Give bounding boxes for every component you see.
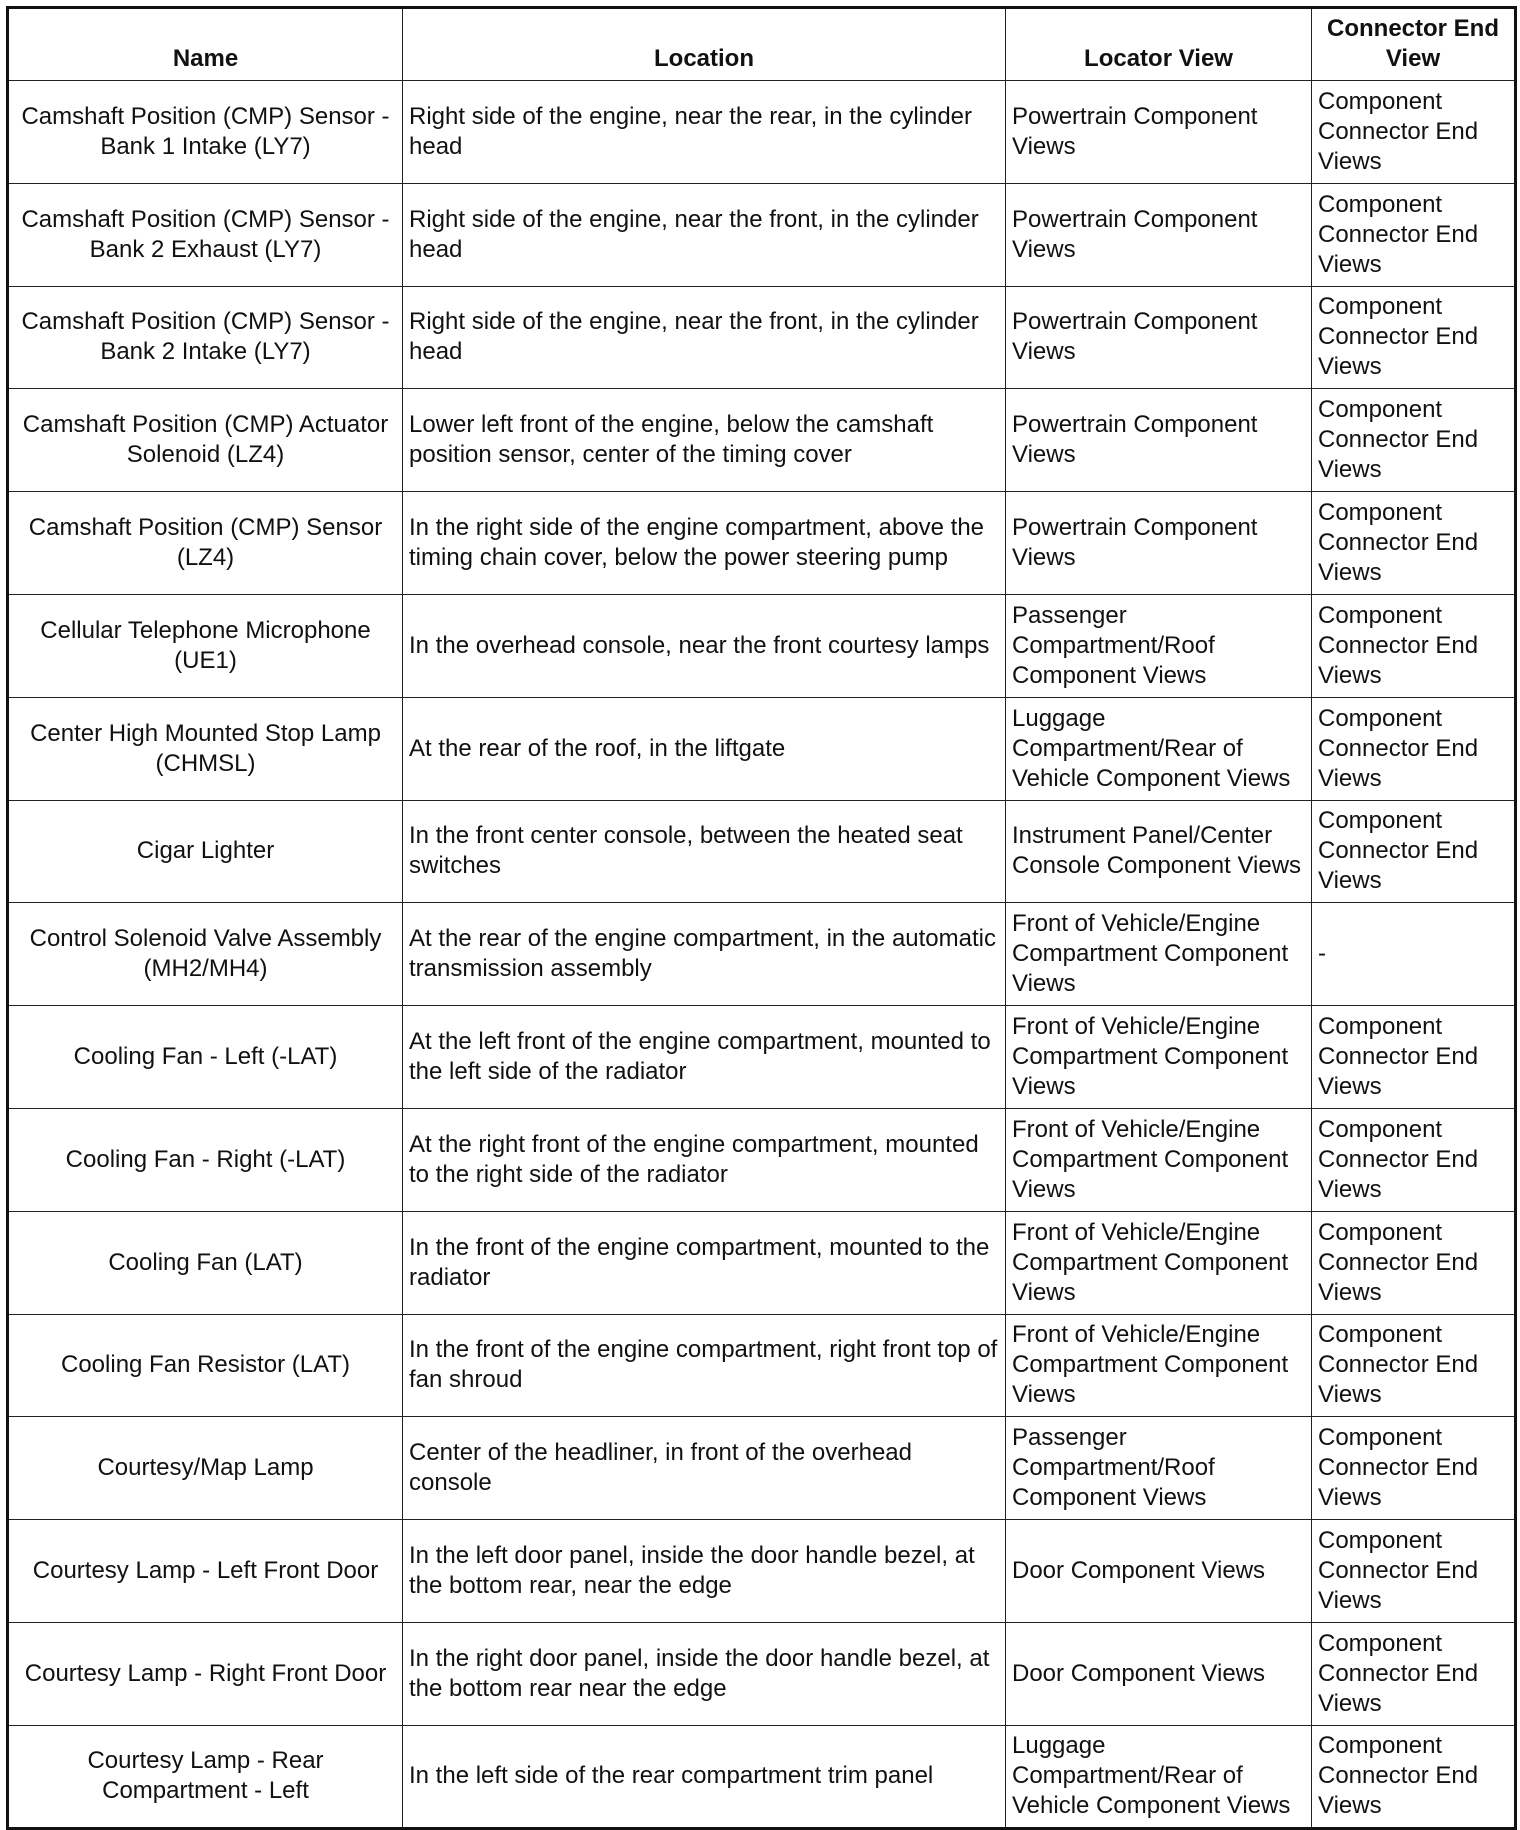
cell-connector-end-view: Component Connector End Views: [1312, 1108, 1516, 1211]
cell-locator-view: Front of Vehicle/Engine Compartment Component Views: [1006, 1314, 1312, 1417]
cell-name: Courtesy/Map Lamp: [8, 1417, 403, 1520]
cell-name: Cigar Lighter: [8, 800, 403, 903]
cell-locator-view: Powertrain Component Views: [1006, 389, 1312, 492]
cell-locator-view: Powertrain Component Views: [1006, 183, 1312, 286]
cell-connector-end-view: Component Connector End Views: [1312, 1314, 1516, 1417]
table-row: [8, 800, 1516, 903]
table-row: [8, 903, 1516, 1006]
cell-location: In the left side of the rear compartment trim panel: [403, 1725, 1006, 1828]
header-connector-end-view: Connector End View: [1312, 8, 1516, 81]
cell-location: Right side of the engine, near the front, in the cylinder head: [403, 286, 1006, 389]
cell-connector-end-view: Component Connector End Views: [1312, 1725, 1516, 1828]
cell-locator-view: Luggage Compartment/Rear of Vehicle Component Views: [1006, 697, 1312, 800]
header-name: Name: [8, 8, 403, 81]
table-row: [8, 1622, 1516, 1725]
cell-connector-end-view: Component Connector End Views: [1312, 1006, 1516, 1109]
cell-locator-view: Passenger Compartment/Roof Component Views: [1006, 1417, 1312, 1520]
cell-location: Right side of the engine, near the front, in the cylinder head: [403, 183, 1006, 286]
cell-name: Control Solenoid Valve Assembly (MH2/MH4): [8, 903, 403, 1006]
table-row: [8, 81, 1516, 184]
cell-connector-end-view: Component Connector End Views: [1312, 183, 1516, 286]
cell-location: In the front of the engine compartment, mounted to the radiator: [403, 1211, 1006, 1314]
cell-location: At the right front of the engine compartment, mounted to the right side of the radiator: [403, 1108, 1006, 1211]
table-row: [8, 183, 1516, 286]
table-row: [8, 492, 1516, 595]
table-row: [8, 1725, 1516, 1828]
cell-location: At the rear of the roof, in the liftgate: [403, 697, 1006, 800]
table-row: [8, 1108, 1516, 1211]
cell-locator-view: Door Component Views: [1006, 1520, 1312, 1623]
cell-name: Camshaft Position (CMP) Sensor - Bank 2 Intake (LY7): [8, 286, 403, 389]
cell-location: In the front of the engine compartment, right front top of fan shroud: [403, 1314, 1006, 1417]
cell-name: Courtesy Lamp - Rear Compartment - Left: [8, 1725, 403, 1828]
cell-location: Center of the headliner, in front of the overhead console: [403, 1417, 1006, 1520]
cell-locator-view: Powertrain Component Views: [1006, 81, 1312, 184]
cell-location: Lower left front of the engine, below the camshaft position sensor, center of the timing cover: [403, 389, 1006, 492]
cell-name: Cellular Telephone Microphone (UE1): [8, 594, 403, 697]
table-row: [8, 389, 1516, 492]
cell-locator-view: Front of Vehicle/Engine Compartment Component Views: [1006, 903, 1312, 1006]
cell-connector-end-view: Component Connector End Views: [1312, 389, 1516, 492]
cell-connector-end-view: Component Connector End Views: [1312, 286, 1516, 389]
component-locator-table: [6, 6, 1517, 1830]
cell-connector-end-view: Component Connector End Views: [1312, 492, 1516, 595]
cell-name: Cooling Fan (LAT): [8, 1211, 403, 1314]
cell-name: Cooling Fan - Left (-LAT): [8, 1006, 403, 1109]
cell-locator-view: Powertrain Component Views: [1006, 492, 1312, 595]
cell-name: Courtesy Lamp - Right Front Door: [8, 1622, 403, 1725]
cell-name: Camshaft Position (CMP) Sensor - Bank 2 Exhaust (LY7): [8, 183, 403, 286]
component-locator-sheet: [6, 6, 1514, 1818]
table-row: [8, 1417, 1516, 1520]
cell-locator-view: Door Component Views: [1006, 1622, 1312, 1725]
cell-name: Camshaft Position (CMP) Sensor (LZ4): [8, 492, 403, 595]
table-row: [8, 697, 1516, 800]
header-location: Location: [403, 8, 1006, 81]
cell-locator-view: Instrument Panel/Center Console Component Views: [1006, 800, 1312, 903]
cell-name: Center High Mounted Stop Lamp (CHMSL): [8, 697, 403, 800]
cell-location: In the right door panel, inside the door handle bezel, at the bottom rear near the edge: [403, 1622, 1006, 1725]
cell-location: In the left door panel, inside the door handle bezel, at the bottom rear, near the edge: [403, 1520, 1006, 1623]
table-row: [8, 1211, 1516, 1314]
cell-connector-end-view: Component Connector End Views: [1312, 81, 1516, 184]
table-row: [8, 1006, 1516, 1109]
cell-connector-end-view: Component Connector End Views: [1312, 697, 1516, 800]
cell-location: At the rear of the engine compartment, in the automatic transmission assembly: [403, 903, 1006, 1006]
header-row: [8, 8, 1516, 81]
header-locator-view: Locator View: [1006, 8, 1312, 81]
cell-connector-end-view: Component Connector End Views: [1312, 1417, 1516, 1520]
cell-connector-end-view: Component Connector End Views: [1312, 800, 1516, 903]
cell-location: In the front center console, between the heated seat switches: [403, 800, 1006, 903]
cell-name: Camshaft Position (CMP) Actuator Solenoid (LZ4): [8, 389, 403, 492]
cell-locator-view: Passenger Compartment/Roof Component Views: [1006, 594, 1312, 697]
table-row: [8, 286, 1516, 389]
cell-connector-end-view: Component Connector End Views: [1312, 1622, 1516, 1725]
cell-connector-end-view: Component Connector End Views: [1312, 1211, 1516, 1314]
cell-locator-view: Front of Vehicle/Engine Compartment Component Views: [1006, 1006, 1312, 1109]
cell-name: Courtesy Lamp - Left Front Door: [8, 1520, 403, 1623]
table-row: [8, 1520, 1516, 1623]
cell-name: Cooling Fan Resistor (LAT): [8, 1314, 403, 1417]
cell-connector-end-view: Component Connector End Views: [1312, 594, 1516, 697]
cell-location: In the right side of the engine compartment, above the timing chain cover, below the power steering pump: [403, 492, 1006, 595]
cell-locator-view: Luggage Compartment/Rear of Vehicle Component Views: [1006, 1725, 1312, 1828]
cell-location: In the overhead console, near the front courtesy lamps: [403, 594, 1006, 697]
table-row: [8, 1314, 1516, 1417]
table-row: [8, 594, 1516, 697]
cell-connector-end-view: -: [1312, 903, 1516, 1006]
cell-name: Cooling Fan - Right (-LAT): [8, 1108, 403, 1211]
cell-location: Right side of the engine, near the rear, in the cylinder head: [403, 81, 1006, 184]
cell-location: At the left front of the engine compartment, mounted to the left side of the radiator: [403, 1006, 1006, 1109]
cell-locator-view: Front of Vehicle/Engine Compartment Component Views: [1006, 1108, 1312, 1211]
cell-locator-view: Front of Vehicle/Engine Compartment Component Views: [1006, 1211, 1312, 1314]
cell-name: Camshaft Position (CMP) Sensor - Bank 1 Intake (LY7): [8, 81, 403, 184]
cell-connector-end-view: Component Connector End Views: [1312, 1520, 1516, 1623]
cell-locator-view: Powertrain Component Views: [1006, 286, 1312, 389]
